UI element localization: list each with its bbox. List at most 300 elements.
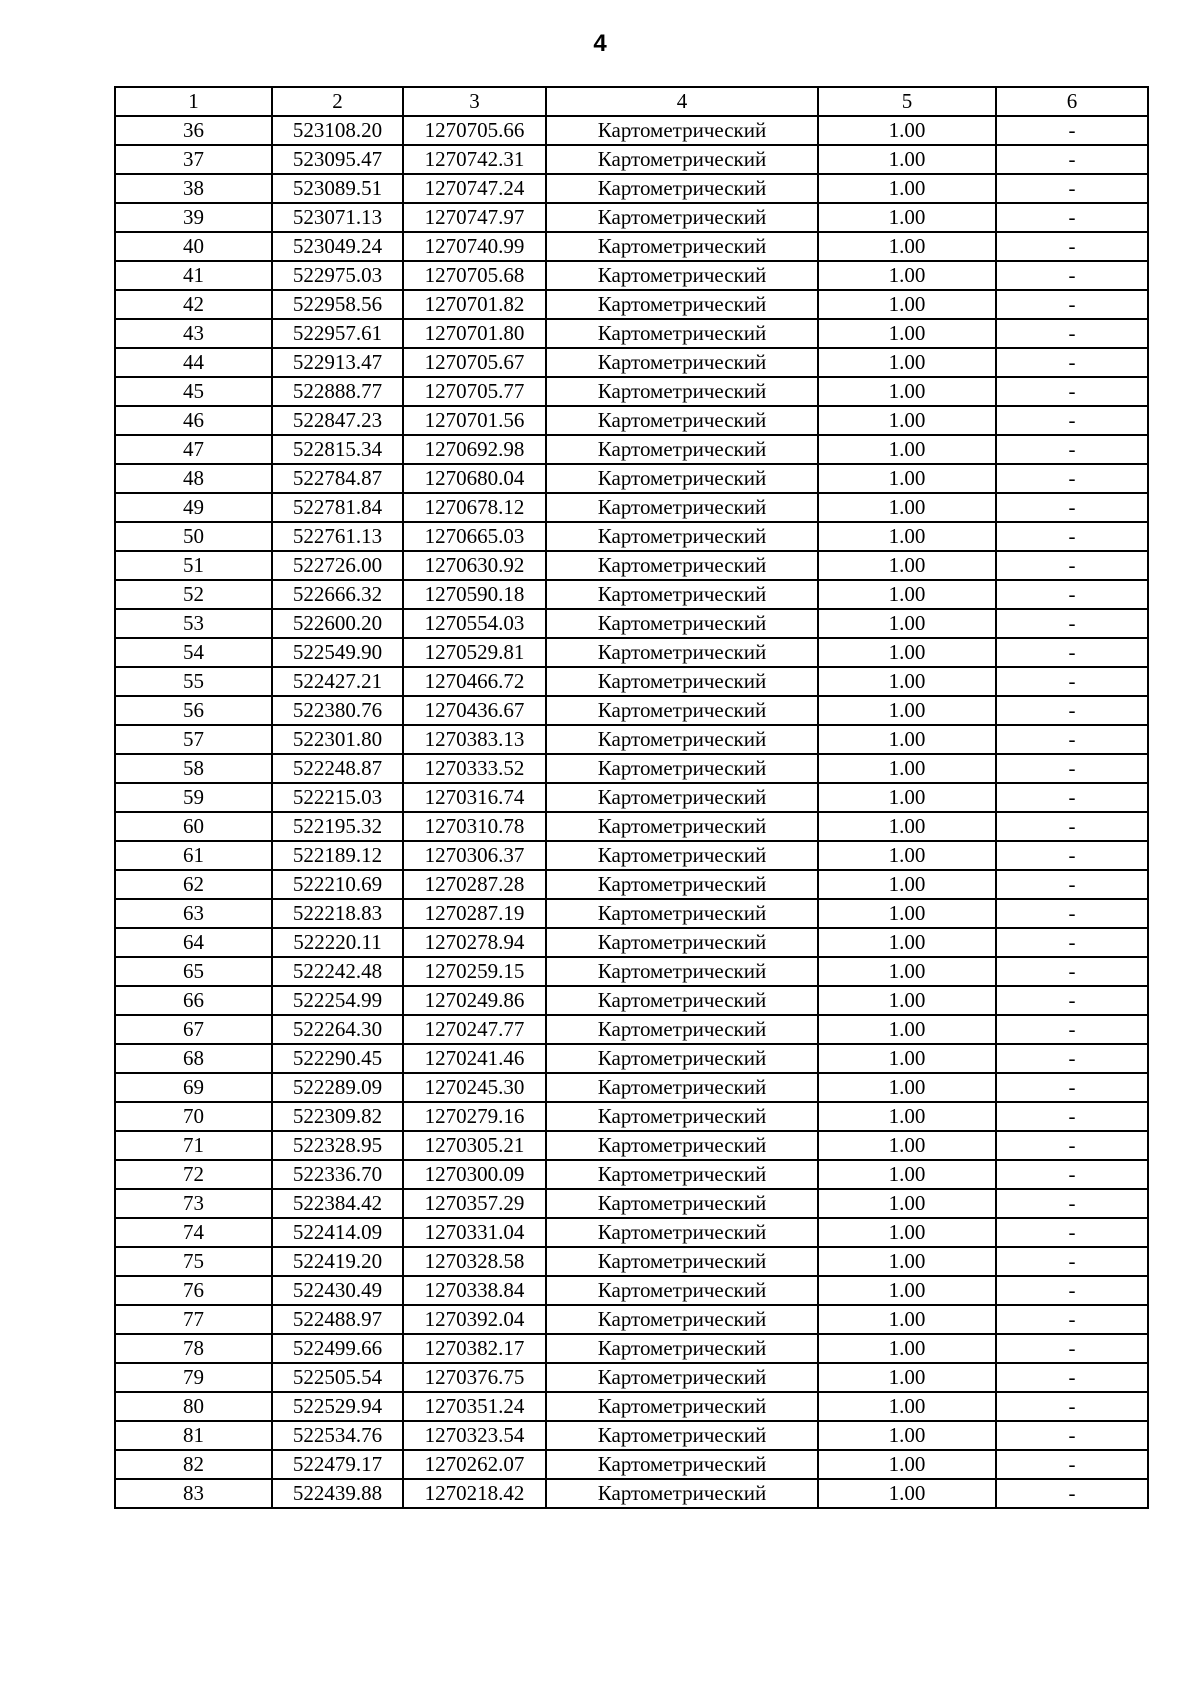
x-coordinate-cell: 522427.21 xyxy=(272,667,403,696)
method-cell: Картометрический xyxy=(546,1247,818,1276)
y-coordinate-cell: 1270747.24 xyxy=(403,174,546,203)
accuracy-cell: 1.00 xyxy=(818,406,996,435)
x-coordinate-cell: 522529.94 xyxy=(272,1392,403,1421)
accuracy-cell: 1.00 xyxy=(818,522,996,551)
x-coordinate-cell: 522600.20 xyxy=(272,609,403,638)
description-cell: - xyxy=(996,957,1148,986)
point-number-cell: 65 xyxy=(115,957,272,986)
x-coordinate-cell: 522328.95 xyxy=(272,1131,403,1160)
method-cell: Картометрический xyxy=(546,841,818,870)
y-coordinate-cell: 1270590.18 xyxy=(403,580,546,609)
method-cell: Картометрический xyxy=(546,1305,818,1334)
description-cell: - xyxy=(996,1305,1148,1334)
x-coordinate-cell: 522488.97 xyxy=(272,1305,403,1334)
x-coordinate-cell: 523095.47 xyxy=(272,145,403,174)
x-coordinate-cell: 522666.32 xyxy=(272,580,403,609)
method-cell: Картометрический xyxy=(546,783,818,812)
column-header: 2 xyxy=(272,87,403,116)
description-cell: - xyxy=(996,899,1148,928)
point-number-cell: 70 xyxy=(115,1102,272,1131)
point-number-cell: 81 xyxy=(115,1421,272,1450)
method-cell: Картометрический xyxy=(546,986,818,1015)
point-number-cell: 79 xyxy=(115,1363,272,1392)
method-cell: Картометрический xyxy=(546,1334,818,1363)
method-cell: Картометрический xyxy=(546,754,818,783)
accuracy-cell: 1.00 xyxy=(818,290,996,319)
y-coordinate-cell: 1270392.04 xyxy=(403,1305,546,1334)
description-cell: - xyxy=(996,754,1148,783)
x-coordinate-cell: 522958.56 xyxy=(272,290,403,319)
x-coordinate-cell: 522290.45 xyxy=(272,1044,403,1073)
accuracy-cell: 1.00 xyxy=(818,783,996,812)
point-number-cell: 83 xyxy=(115,1479,272,1508)
description-cell: - xyxy=(996,580,1148,609)
accuracy-cell: 1.00 xyxy=(818,1334,996,1363)
description-cell: - xyxy=(996,464,1148,493)
y-coordinate-cell: 1270376.75 xyxy=(403,1363,546,1392)
accuracy-cell: 1.00 xyxy=(818,870,996,899)
description-cell: - xyxy=(996,1189,1148,1218)
accuracy-cell: 1.00 xyxy=(818,203,996,232)
point-number-cell: 41 xyxy=(115,261,272,290)
x-coordinate-cell: 523071.13 xyxy=(272,203,403,232)
y-coordinate-cell: 1270333.52 xyxy=(403,754,546,783)
x-coordinate-cell: 522419.20 xyxy=(272,1247,403,1276)
table-row xyxy=(115,1073,1148,1102)
point-number-cell: 69 xyxy=(115,1073,272,1102)
y-coordinate-cell: 1270383.13 xyxy=(403,725,546,754)
x-coordinate-cell: 522301.80 xyxy=(272,725,403,754)
description-cell: - xyxy=(996,319,1148,348)
point-number-cell: 51 xyxy=(115,551,272,580)
accuracy-cell: 1.00 xyxy=(818,261,996,290)
point-number-cell: 74 xyxy=(115,1218,272,1247)
method-cell: Картометрический xyxy=(546,1131,818,1160)
point-number-cell: 36 xyxy=(115,116,272,145)
y-coordinate-cell: 1270742.31 xyxy=(403,145,546,174)
description-cell: - xyxy=(996,1073,1148,1102)
table-row xyxy=(115,261,1148,290)
method-cell: Картометрический xyxy=(546,928,818,957)
accuracy-cell: 1.00 xyxy=(818,116,996,145)
method-cell: Картометрический xyxy=(546,899,818,928)
table-row xyxy=(115,609,1148,638)
description-cell: - xyxy=(996,609,1148,638)
method-cell: Картометрический xyxy=(546,1015,818,1044)
method-cell: Картометрический xyxy=(546,348,818,377)
page-number: 4 xyxy=(593,30,607,57)
description-cell: - xyxy=(996,406,1148,435)
table-row xyxy=(115,667,1148,696)
point-number-cell: 59 xyxy=(115,783,272,812)
table-row xyxy=(115,638,1148,667)
table-row xyxy=(115,551,1148,580)
method-cell: Картометрический xyxy=(546,696,818,725)
table-row xyxy=(115,1392,1148,1421)
x-coordinate-cell: 522761.13 xyxy=(272,522,403,551)
accuracy-cell: 1.00 xyxy=(818,1450,996,1479)
y-coordinate-cell: 1270701.80 xyxy=(403,319,546,348)
point-number-cell: 58 xyxy=(115,754,272,783)
description-cell: - xyxy=(996,841,1148,870)
accuracy-cell: 1.00 xyxy=(818,435,996,464)
method-cell: Картометрический xyxy=(546,522,818,551)
y-coordinate-cell: 1270740.99 xyxy=(403,232,546,261)
method-cell: Картометрический xyxy=(546,1421,818,1450)
accuracy-cell: 1.00 xyxy=(818,1305,996,1334)
accuracy-cell: 1.00 xyxy=(818,1363,996,1392)
method-cell: Картометрический xyxy=(546,1276,818,1305)
method-cell: Картометрический xyxy=(546,319,818,348)
point-number-cell: 56 xyxy=(115,696,272,725)
table-row xyxy=(115,1218,1148,1247)
description-cell: - xyxy=(996,290,1148,319)
accuracy-cell: 1.00 xyxy=(818,1189,996,1218)
description-cell: - xyxy=(996,174,1148,203)
method-cell: Картометрический xyxy=(546,1392,818,1421)
y-coordinate-cell: 1270259.15 xyxy=(403,957,546,986)
y-coordinate-cell: 1270331.04 xyxy=(403,1218,546,1247)
description-cell: - xyxy=(996,1363,1148,1392)
header-row xyxy=(115,87,1148,116)
point-number-cell: 72 xyxy=(115,1160,272,1189)
point-number-cell: 37 xyxy=(115,145,272,174)
y-coordinate-cell: 1270705.68 xyxy=(403,261,546,290)
y-coordinate-cell: 1270278.94 xyxy=(403,928,546,957)
y-coordinate-cell: 1270747.97 xyxy=(403,203,546,232)
description-cell: - xyxy=(996,1479,1148,1508)
accuracy-cell: 1.00 xyxy=(818,493,996,522)
point-number-cell: 78 xyxy=(115,1334,272,1363)
x-coordinate-cell: 522218.83 xyxy=(272,899,403,928)
point-number-cell: 45 xyxy=(115,377,272,406)
accuracy-cell: 1.00 xyxy=(818,928,996,957)
accuracy-cell: 1.00 xyxy=(818,754,996,783)
x-coordinate-cell: 522248.87 xyxy=(272,754,403,783)
x-coordinate-cell: 522534.76 xyxy=(272,1421,403,1450)
accuracy-cell: 1.00 xyxy=(818,667,996,696)
x-coordinate-cell: 522384.42 xyxy=(272,1189,403,1218)
table-row xyxy=(115,696,1148,725)
method-cell: Картометрический xyxy=(546,145,818,174)
x-coordinate-cell: 522195.32 xyxy=(272,812,403,841)
accuracy-cell: 1.00 xyxy=(818,580,996,609)
method-cell: Картометрический xyxy=(546,203,818,232)
x-coordinate-cell: 522210.69 xyxy=(272,870,403,899)
x-coordinate-cell: 522414.09 xyxy=(272,1218,403,1247)
table-row xyxy=(115,1015,1148,1044)
table-body xyxy=(115,116,1148,1508)
method-cell: Картометрический xyxy=(546,435,818,464)
y-coordinate-cell: 1270287.19 xyxy=(403,899,546,928)
description-cell: - xyxy=(996,696,1148,725)
accuracy-cell: 1.00 xyxy=(818,1044,996,1073)
point-number-cell: 76 xyxy=(115,1276,272,1305)
point-number-cell: 71 xyxy=(115,1131,272,1160)
table-row xyxy=(115,1479,1148,1508)
description-cell: - xyxy=(996,261,1148,290)
point-number-cell: 43 xyxy=(115,319,272,348)
accuracy-cell: 1.00 xyxy=(818,464,996,493)
method-cell: Картометрический xyxy=(546,1450,818,1479)
accuracy-cell: 1.00 xyxy=(818,1479,996,1508)
y-coordinate-cell: 1270554.03 xyxy=(403,609,546,638)
description-cell: - xyxy=(996,986,1148,1015)
y-coordinate-cell: 1270338.84 xyxy=(403,1276,546,1305)
accuracy-cell: 1.00 xyxy=(818,1131,996,1160)
method-cell: Картометрический xyxy=(546,377,818,406)
method-cell: Картометрический xyxy=(546,812,818,841)
table-row xyxy=(115,580,1148,609)
method-cell: Картометрический xyxy=(546,232,818,261)
table-row xyxy=(115,1102,1148,1131)
accuracy-cell: 1.00 xyxy=(818,1218,996,1247)
x-coordinate-cell: 522439.88 xyxy=(272,1479,403,1508)
table-row xyxy=(115,754,1148,783)
table-row xyxy=(115,870,1148,899)
column-header: 4 xyxy=(546,87,818,116)
coordinates-table xyxy=(114,86,1149,1509)
point-number-cell: 57 xyxy=(115,725,272,754)
y-coordinate-cell: 1270382.17 xyxy=(403,1334,546,1363)
x-coordinate-cell: 522781.84 xyxy=(272,493,403,522)
point-number-cell: 50 xyxy=(115,522,272,551)
table-row xyxy=(115,812,1148,841)
x-coordinate-cell: 522784.87 xyxy=(272,464,403,493)
x-coordinate-cell: 522242.48 xyxy=(272,957,403,986)
description-cell: - xyxy=(996,145,1148,174)
table-row xyxy=(115,1189,1148,1218)
x-coordinate-cell: 522215.03 xyxy=(272,783,403,812)
point-number-cell: 52 xyxy=(115,580,272,609)
column-header: 1 xyxy=(115,87,272,116)
method-cell: Картометрический xyxy=(546,667,818,696)
description-cell: - xyxy=(996,725,1148,754)
table-row xyxy=(115,725,1148,754)
y-coordinate-cell: 1270692.98 xyxy=(403,435,546,464)
accuracy-cell: 1.00 xyxy=(818,1276,996,1305)
table-row xyxy=(115,928,1148,957)
accuracy-cell: 1.00 xyxy=(818,377,996,406)
y-coordinate-cell: 1270436.67 xyxy=(403,696,546,725)
x-coordinate-cell: 522726.00 xyxy=(272,551,403,580)
point-number-cell: 39 xyxy=(115,203,272,232)
x-coordinate-cell: 522888.77 xyxy=(272,377,403,406)
x-coordinate-cell: 522220.11 xyxy=(272,928,403,957)
y-coordinate-cell: 1270701.56 xyxy=(403,406,546,435)
method-cell: Картометрический xyxy=(546,464,818,493)
accuracy-cell: 1.00 xyxy=(818,841,996,870)
description-cell: - xyxy=(996,1334,1148,1363)
point-number-cell: 48 xyxy=(115,464,272,493)
description-cell: - xyxy=(996,1160,1148,1189)
description-cell: - xyxy=(996,928,1148,957)
y-coordinate-cell: 1270306.37 xyxy=(403,841,546,870)
method-cell: Картометрический xyxy=(546,609,818,638)
method-cell: Картометрический xyxy=(546,174,818,203)
table-row xyxy=(115,348,1148,377)
accuracy-cell: 1.00 xyxy=(818,696,996,725)
point-number-cell: 53 xyxy=(115,609,272,638)
y-coordinate-cell: 1270357.29 xyxy=(403,1189,546,1218)
point-number-cell: 80 xyxy=(115,1392,272,1421)
y-coordinate-cell: 1270279.16 xyxy=(403,1102,546,1131)
method-cell: Картометрический xyxy=(546,957,818,986)
table-row xyxy=(115,493,1148,522)
x-coordinate-cell: 522254.99 xyxy=(272,986,403,1015)
table-row xyxy=(115,783,1148,812)
table-row xyxy=(115,203,1148,232)
point-number-cell: 66 xyxy=(115,986,272,1015)
method-cell: Картометрический xyxy=(546,1363,818,1392)
description-cell: - xyxy=(996,1247,1148,1276)
method-cell: Картометрический xyxy=(546,406,818,435)
table-row xyxy=(115,464,1148,493)
column-header: 3 xyxy=(403,87,546,116)
method-cell: Картометрический xyxy=(546,870,818,899)
description-cell: - xyxy=(996,1392,1148,1421)
x-coordinate-cell: 522913.47 xyxy=(272,348,403,377)
point-number-cell: 60 xyxy=(115,812,272,841)
x-coordinate-cell: 522380.76 xyxy=(272,696,403,725)
table-row xyxy=(115,1334,1148,1363)
accuracy-cell: 1.00 xyxy=(818,145,996,174)
table-row xyxy=(115,319,1148,348)
description-cell: - xyxy=(996,1450,1148,1479)
method-cell: Картометрический xyxy=(546,725,818,754)
y-coordinate-cell: 1270249.86 xyxy=(403,986,546,1015)
point-number-cell: 38 xyxy=(115,174,272,203)
x-coordinate-cell: 522957.61 xyxy=(272,319,403,348)
accuracy-cell: 1.00 xyxy=(818,1421,996,1450)
point-number-cell: 49 xyxy=(115,493,272,522)
table-row xyxy=(115,1044,1148,1073)
point-number-cell: 82 xyxy=(115,1450,272,1479)
description-cell: - xyxy=(996,348,1148,377)
point-number-cell: 75 xyxy=(115,1247,272,1276)
table-row xyxy=(115,1450,1148,1479)
accuracy-cell: 1.00 xyxy=(818,1015,996,1044)
point-number-cell: 73 xyxy=(115,1189,272,1218)
x-coordinate-cell: 523089.51 xyxy=(272,174,403,203)
table-row xyxy=(115,232,1148,261)
description-cell: - xyxy=(996,1421,1148,1450)
table-row xyxy=(115,1131,1148,1160)
method-cell: Картометрический xyxy=(546,638,818,667)
method-cell: Картометрический xyxy=(546,1102,818,1131)
y-coordinate-cell: 1270678.12 xyxy=(403,493,546,522)
accuracy-cell: 1.00 xyxy=(818,609,996,638)
description-cell: - xyxy=(996,493,1148,522)
point-number-cell: 63 xyxy=(115,899,272,928)
x-coordinate-cell: 522336.70 xyxy=(272,1160,403,1189)
accuracy-cell: 1.00 xyxy=(818,348,996,377)
method-cell: Картометрический xyxy=(546,1160,818,1189)
x-coordinate-cell: 522479.17 xyxy=(272,1450,403,1479)
y-coordinate-cell: 1270701.82 xyxy=(403,290,546,319)
accuracy-cell: 1.00 xyxy=(818,725,996,754)
x-coordinate-cell: 522309.82 xyxy=(272,1102,403,1131)
description-cell: - xyxy=(996,1044,1148,1073)
point-number-cell: 40 xyxy=(115,232,272,261)
point-number-cell: 54 xyxy=(115,638,272,667)
y-coordinate-cell: 1270305.21 xyxy=(403,1131,546,1160)
description-cell: - xyxy=(996,522,1148,551)
y-coordinate-cell: 1270630.92 xyxy=(403,551,546,580)
method-cell: Картометрический xyxy=(546,1218,818,1247)
description-cell: - xyxy=(996,870,1148,899)
table-row xyxy=(115,986,1148,1015)
description-cell: - xyxy=(996,1218,1148,1247)
x-coordinate-cell: 522289.09 xyxy=(272,1073,403,1102)
table-row xyxy=(115,174,1148,203)
y-coordinate-cell: 1270665.03 xyxy=(403,522,546,551)
x-coordinate-cell: 522549.90 xyxy=(272,638,403,667)
y-coordinate-cell: 1270705.66 xyxy=(403,116,546,145)
accuracy-cell: 1.00 xyxy=(818,174,996,203)
table-row xyxy=(115,957,1148,986)
table-row xyxy=(115,377,1148,406)
table-row xyxy=(115,116,1148,145)
accuracy-cell: 1.00 xyxy=(818,986,996,1015)
y-coordinate-cell: 1270247.77 xyxy=(403,1015,546,1044)
y-coordinate-cell: 1270241.46 xyxy=(403,1044,546,1073)
y-coordinate-cell: 1270323.54 xyxy=(403,1421,546,1450)
y-coordinate-cell: 1270218.42 xyxy=(403,1479,546,1508)
x-coordinate-cell: 522264.30 xyxy=(272,1015,403,1044)
accuracy-cell: 1.00 xyxy=(818,1073,996,1102)
description-cell: - xyxy=(996,1276,1148,1305)
method-cell: Картометрический xyxy=(546,1044,818,1073)
y-coordinate-cell: 1270680.04 xyxy=(403,464,546,493)
method-cell: Картометрический xyxy=(546,1189,818,1218)
x-coordinate-cell: 522189.12 xyxy=(272,841,403,870)
method-cell: Картометрический xyxy=(546,493,818,522)
accuracy-cell: 1.00 xyxy=(818,1247,996,1276)
description-cell: - xyxy=(996,1015,1148,1044)
table-row xyxy=(115,1421,1148,1450)
point-number-cell: 44 xyxy=(115,348,272,377)
description-cell: - xyxy=(996,812,1148,841)
accuracy-cell: 1.00 xyxy=(818,638,996,667)
point-number-cell: 46 xyxy=(115,406,272,435)
description-cell: - xyxy=(996,203,1148,232)
table-row xyxy=(115,841,1148,870)
x-coordinate-cell: 523108.20 xyxy=(272,116,403,145)
accuracy-cell: 1.00 xyxy=(818,319,996,348)
table-row xyxy=(115,1160,1148,1189)
point-number-cell: 55 xyxy=(115,667,272,696)
point-number-cell: 47 xyxy=(115,435,272,464)
description-cell: - xyxy=(996,638,1148,667)
y-coordinate-cell: 1270262.07 xyxy=(403,1450,546,1479)
x-coordinate-cell: 523049.24 xyxy=(272,232,403,261)
accuracy-cell: 1.00 xyxy=(818,812,996,841)
description-cell: - xyxy=(996,551,1148,580)
y-coordinate-cell: 1270351.24 xyxy=(403,1392,546,1421)
method-cell: Картометрический xyxy=(546,580,818,609)
description-cell: - xyxy=(996,377,1148,406)
point-number-cell: 62 xyxy=(115,870,272,899)
accuracy-cell: 1.00 xyxy=(818,1102,996,1131)
description-cell: - xyxy=(996,232,1148,261)
accuracy-cell: 1.00 xyxy=(818,1160,996,1189)
method-cell: Картометрический xyxy=(546,1073,818,1102)
point-number-cell: 68 xyxy=(115,1044,272,1073)
y-coordinate-cell: 1270316.74 xyxy=(403,783,546,812)
accuracy-cell: 1.00 xyxy=(818,232,996,261)
description-cell: - xyxy=(996,1102,1148,1131)
